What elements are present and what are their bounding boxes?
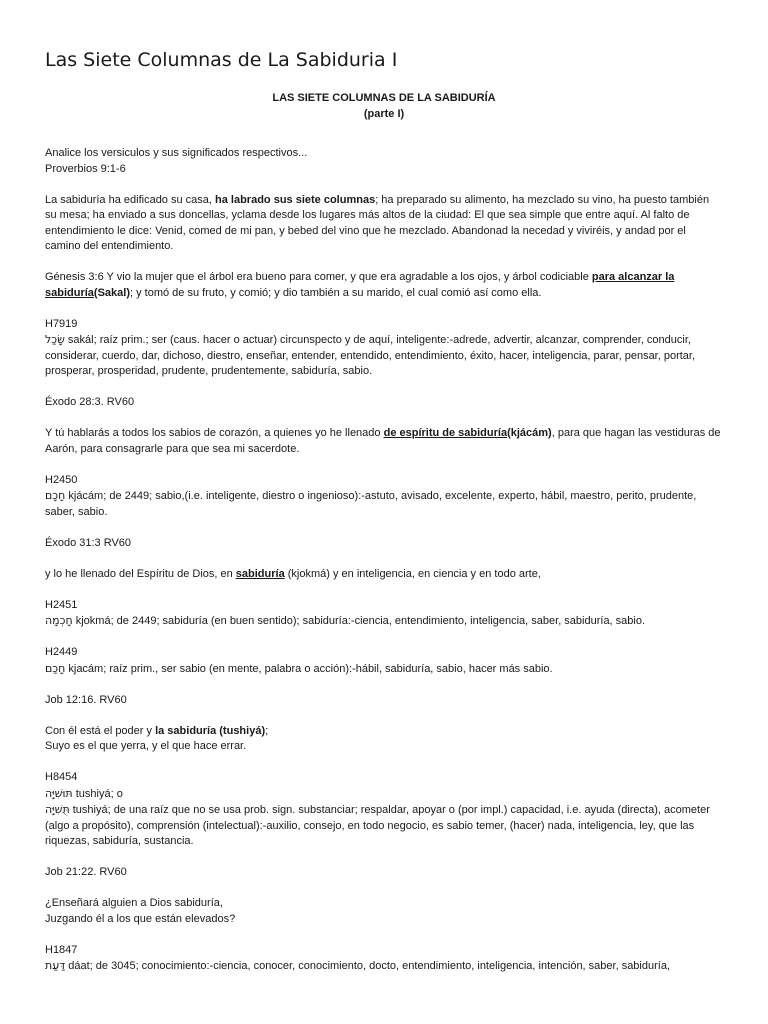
text-run: (kjokmá) y en inteligencia, en ciencia y en todo arte, — [284, 567, 541, 580]
text-run: y lo he llenado del Espíritu de Dios, en — [45, 567, 236, 580]
hebrew-word: חָכָם — [45, 489, 66, 502]
emphasis-text: de espíritu de sabiduría — [383, 427, 508, 439]
text-run: Y tú hablarás a todos los sabios de corazón, a quienes yo he llenado — [45, 427, 384, 439]
emphasis-text: sabiduría — [235, 567, 285, 580]
strongs-code: H8454 — [45, 771, 78, 783]
proverbs-paragraph — [45, 193, 723, 255]
text-run: ; y tomó de su fruto, y comió; y dio también a su marido, el cual comió así como ella. — [129, 286, 542, 299]
heading-line-2: (parte I) — [363, 108, 405, 120]
strongs-definition: kjacám; raíz prim., ser sabio (en mente, palabra o acción):-hábil, sabiduría, sabio, hacer más sabio. — [65, 662, 553, 675]
strongs-entry-h1847 — [45, 943, 723, 975]
emphasis-text: (Sakal) — [93, 286, 130, 299]
verse-line: Suyo es el que yerra, y el que hace errar. — [45, 740, 247, 752]
strongs-definition: tushiyá; de una raíz que no se usa prob. sign. substanciar; respaldar, apoyar o (por impl.) capacidad, i.e. ayuda (directa), acometer (algo a propósito), comprensión (intelectual):-auxilio, consejo, en todo negocio, es sabio temer, (hacer) nada, inteligencia, ley, que las riquezas, sabiduría, sustancia. — [45, 804, 710, 847]
document-body — [45, 146, 723, 990]
strongs-entry-h8454 — [45, 770, 723, 850]
hebrew-word: תֻּשִׁיָּה — [45, 803, 70, 816]
exodus-28-paragraph — [45, 426, 723, 457]
strongs-definition: sakál; raíz prim.; ser (caus. hacer o actuar) circunspecto y de aquí, inteligente:-adrede, advertir, alcanzar, comprender, conducir, considerar, cuerdo, dar, dichoso, diestro, enseñar, entender, entendido, entendimiento, éxito, hacer, inteligencia, parar, pensar, portar, prosperar, prosperidad, prudente, prudentemente, sabiduría, sabio. — [45, 334, 696, 377]
strongs-entry-h2451 — [45, 598, 723, 630]
text-run: Génesis 3:6 Y vio la mujer que el árbol era bueno para comer, y que era agradable a los ojos, y árbol codiciable — [45, 271, 592, 283]
verse-reference: Éxodo 31:3 RV60 — [45, 536, 132, 549]
emphasis-text: (kjácám) — [507, 427, 552, 439]
heading-line-1: LAS SIETE COLUMNAS DE LA SABIDURÍA — [272, 92, 496, 104]
strongs-definition: dáat; de 3045; conocimiento:-ciencia, conocer, conocimiento, docto, entendimiento, inteligencia, intención, saber, sabiduría, — [65, 960, 670, 972]
job-21-paragraph — [45, 896, 723, 927]
emphasis-text: la sabiduría (tushiyá) — [155, 724, 266, 737]
strongs-entry-h7919 — [45, 317, 723, 380]
text-run: ; ha preparado su alimento, ha mezclado su vino, ha puesto también su mesa; ha enviado a sus doncellas, yclama desde los lugares más altos de la ciudad: El que sea simple que entre aquí. Al falto de entendimiento le dice: Venid, comed de mi pan, y bebed del vino que he mezclado. Abandonad la necedad y viviréis, y andad por el camino del entendimiento. — [45, 193, 710, 252]
strongs-entry-h2449 — [45, 645, 723, 677]
text-run: Con él está el poder y — [45, 724, 156, 737]
strongs-code: H2451 — [45, 598, 78, 611]
strongs-code: H2450 — [45, 473, 78, 486]
job-12-paragraph — [45, 724, 723, 755]
exodus-31-paragraph — [45, 567, 723, 583]
verse-reference: Éxodo 28:3. RV60 — [45, 396, 135, 408]
hebrew-word: תּוּשִׁיָּה — [45, 786, 73, 800]
strongs-definition: tushiyá; o — [72, 787, 123, 800]
verse-reference: Job 12:16. RV60 — [45, 693, 127, 706]
strongs-definition: kjokmá; de 2449; sabiduría (en buen sentido); sabiduría:-ciencia, entendimiento, inteligencia, saber, sabiduría, sabio. — [72, 615, 646, 627]
intro-reference: Proverbios 9:1-6 — [45, 162, 126, 175]
hebrew-word: חָכְמָה — [45, 614, 73, 627]
text-run: La sabiduría ha edificado su casa, — [45, 193, 216, 206]
verse-line: ¿Enseñará alguien a Dios sabiduría, — [45, 897, 223, 909]
genesis-paragraph — [45, 270, 723, 301]
hebrew-word: שָׂכַל — [45, 333, 65, 346]
intro-line: Analice los versiculos y sus significados respectivos... — [45, 147, 308, 159]
intro-paragraph — [45, 146, 723, 177]
section-heading — [0, 90, 768, 122]
strongs-definition: kjácám; de 2449; sabio,(i.e. inteligente, diestro o ingenioso):-astuto, avisado, excelente, experto, hábil, maestro, perito, prudente, saber, sabio. — [45, 490, 697, 518]
strongs-entry-h2450 — [45, 473, 723, 521]
strongs-code: H2449 — [45, 646, 78, 658]
emphasis-text: ha labrado sus siete columnas — [215, 193, 376, 206]
text-run: ; — [265, 724, 269, 737]
text-run: , para que hagan las vestiduras de Aarón, para consagrarle para que sea mi sacerdote. — [45, 427, 721, 455]
strongs-code: H1847 — [45, 943, 78, 956]
emphasis-text: para alcanzar la sabiduría — [45, 271, 675, 299]
document-title: Las Siete Columnas de La Sabiduria I — [45, 49, 398, 71]
verse-line: Juzgando él a los que están elevados? — [45, 912, 236, 925]
strongs-code: H7919 — [45, 317, 78, 330]
hebrew-word: חָכַם — [45, 661, 66, 675]
hebrew-word: דַּעַת — [45, 959, 66, 972]
verse-reference: Job 21:22. RV60 — [45, 866, 127, 878]
